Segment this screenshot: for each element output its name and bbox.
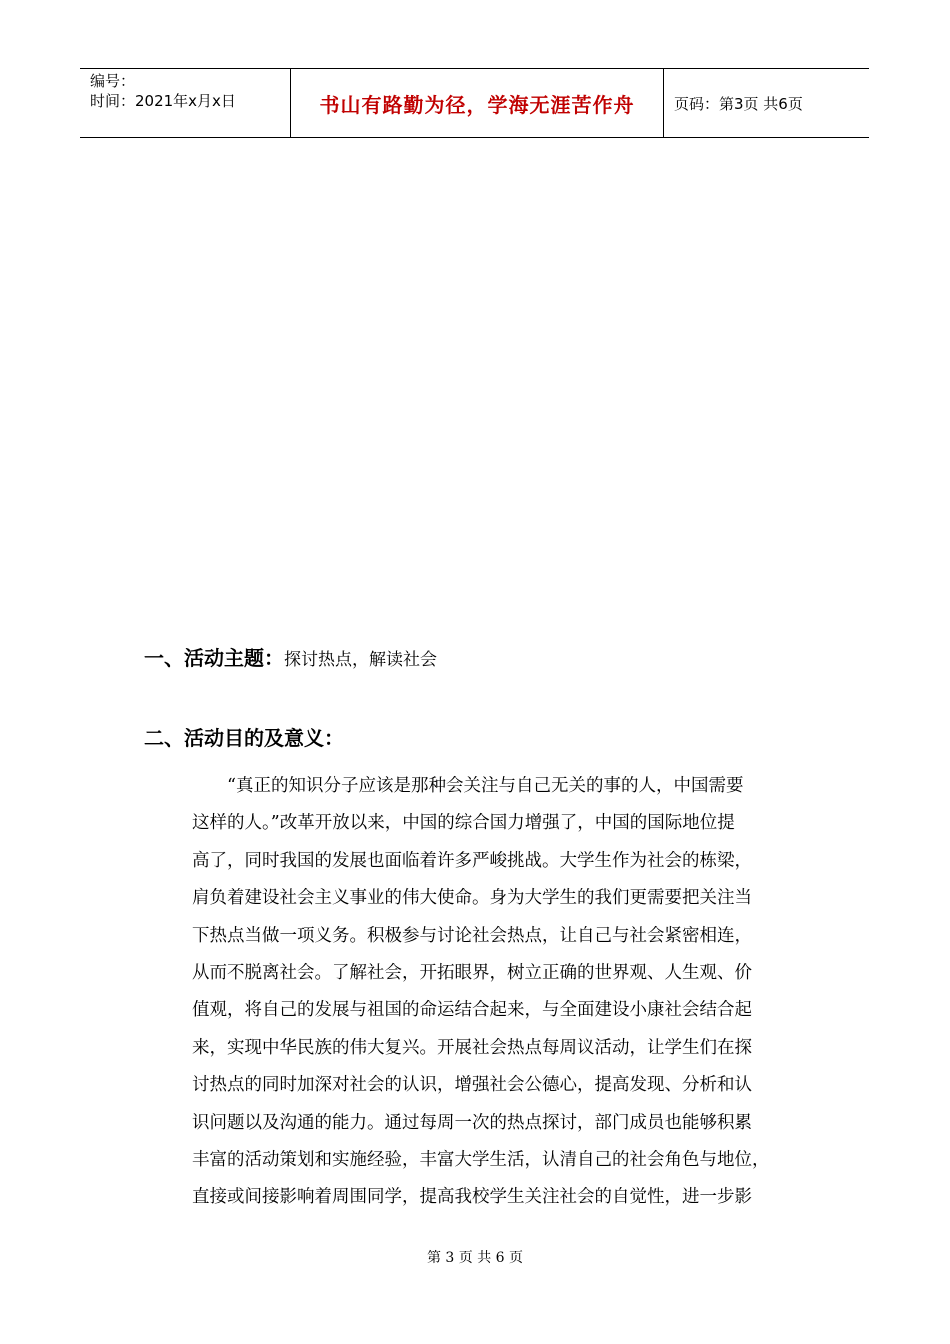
section-2-body: [192, 768, 812, 1217]
paragraph-line: 肩负着建设社会主义事业的伟大使命。身为大学生的我们更需要把关注当: [192, 888, 752, 909]
paragraph-line: 讨热点的同时加深对社会的认识，增强社会公德心，提高发现、分析和认: [192, 1075, 752, 1096]
header-meta: [80, 69, 291, 137]
header-motto: 书山有路勤为径，学海无涯苦作舟: [291, 69, 664, 137]
paragraph-line: “真正的知识分子应该是那种会关注与自己无关的事的人，中国需要: [227, 776, 744, 796]
paragraph-line: 识问题以及沟通的能力。通过每周一次的热点探讨，部门成员也能够积累: [192, 1112, 752, 1133]
page-footer: 第 3 页 共 6 页: [426, 1250, 524, 1266]
section-1-title: [144, 642, 437, 671]
paragraph-line: 这样的人。”改革开放以来，中国的综合国力增强了，中国的国际地位提: [192, 813, 735, 834]
header-page-info: 页码：第3页 共6页: [674, 94, 803, 113]
page-header: [80, 68, 869, 138]
paragraph-line: 直接或间接影响着周围同学，提高我校学生关注社会的自觉性，进一步影: [192, 1187, 752, 1208]
number-label: 编号：: [90, 72, 136, 90]
section-1-heading: 一、活动主题：: [144, 646, 284, 670]
section-1-value: 探讨热点，解读社会: [284, 650, 437, 670]
paragraph-line: 下热点当做一项义务。积极参与讨论社会热点，让自己与社会紧密相连，: [192, 925, 752, 946]
paragraph-line: 丰富的活动策划和实施经验，丰富大学生活，认清自己的社会角色与地位，: [192, 1149, 770, 1170]
time-label: 时间：2021年x月x日: [90, 92, 236, 110]
section-2-title: [144, 722, 344, 751]
paragraph-line: 从而不脱离社会。了解社会，开拓眼界，树立正确的世界观、人生观、价: [192, 962, 752, 983]
paragraph-line: 高了，同时我国的发展也面临着许多严峻挑战。大学生作为社会的栋梁，: [192, 850, 752, 871]
paragraph-line: 值观，将自己的发展与祖国的命运结合起来，与全面建设小康社会结合起: [192, 1000, 752, 1021]
section-2-heading: 二、活动目的及意义：: [144, 726, 344, 750]
paragraph-line: 来，实现中华民族的伟大复兴。开展社会热点每周议活动，让学生们在探: [192, 1037, 752, 1058]
